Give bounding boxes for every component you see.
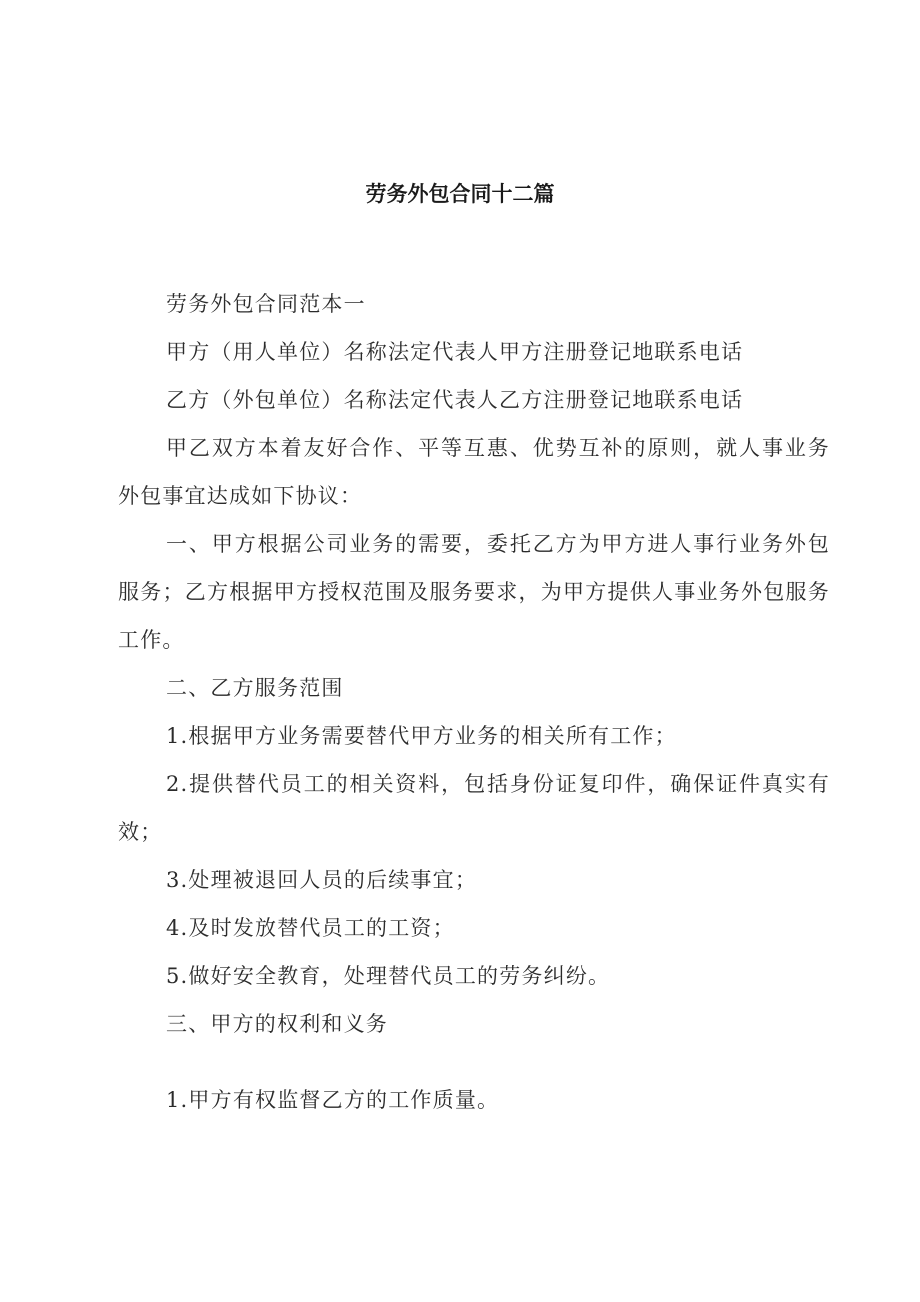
section-heading-2: 二、乙方服务范围: [166, 676, 344, 700]
paragraph-party-a: 甲方（用人单位）名称法定代表人甲方注册登记地联系电话: [166, 340, 744, 364]
list-item: 3.处理被退回人员的后续事宜；: [166, 868, 478, 892]
paragraph-clause-1: 一、甲方根据公司业务的需要，委托乙方为甲方进人事行业务外包服务；乙方根据甲方授权范围及服务要求，为甲方提供人事业务外包服务工作。: [118, 532, 830, 652]
paragraph-preamble: 甲乙双方本着友好合作、平等互惠、优势互补的原则，就人事业务外包事宜达成如下协议：: [118, 436, 830, 508]
list-item: 2.提供替代员工的相关资料，包括身份证复印件，确保证件真实有效；: [118, 772, 830, 844]
section-heading-3: 三、甲方的权利和义务: [166, 1012, 388, 1036]
document-body: [118, 280, 830, 1124]
list-item: 1.根据甲方业务需要替代甲方业务的相关所有工作；: [166, 724, 677, 748]
list-item: 1.甲方有权监督乙方的工作质量。: [166, 1088, 500, 1112]
list-item: 4.及时发放替代员工的工资；: [166, 916, 455, 940]
document-title: 劳务外包合同十二篇: [365, 182, 555, 206]
paragraph-subtitle: 劳务外包合同范本一: [166, 292, 366, 316]
list-item: 5.做好安全教育，处理替代员工的劳务纠纷。: [166, 964, 611, 988]
paragraph-party-b: 乙方（外包单位）名称法定代表人乙方注册登记地联系电话: [166, 388, 744, 412]
